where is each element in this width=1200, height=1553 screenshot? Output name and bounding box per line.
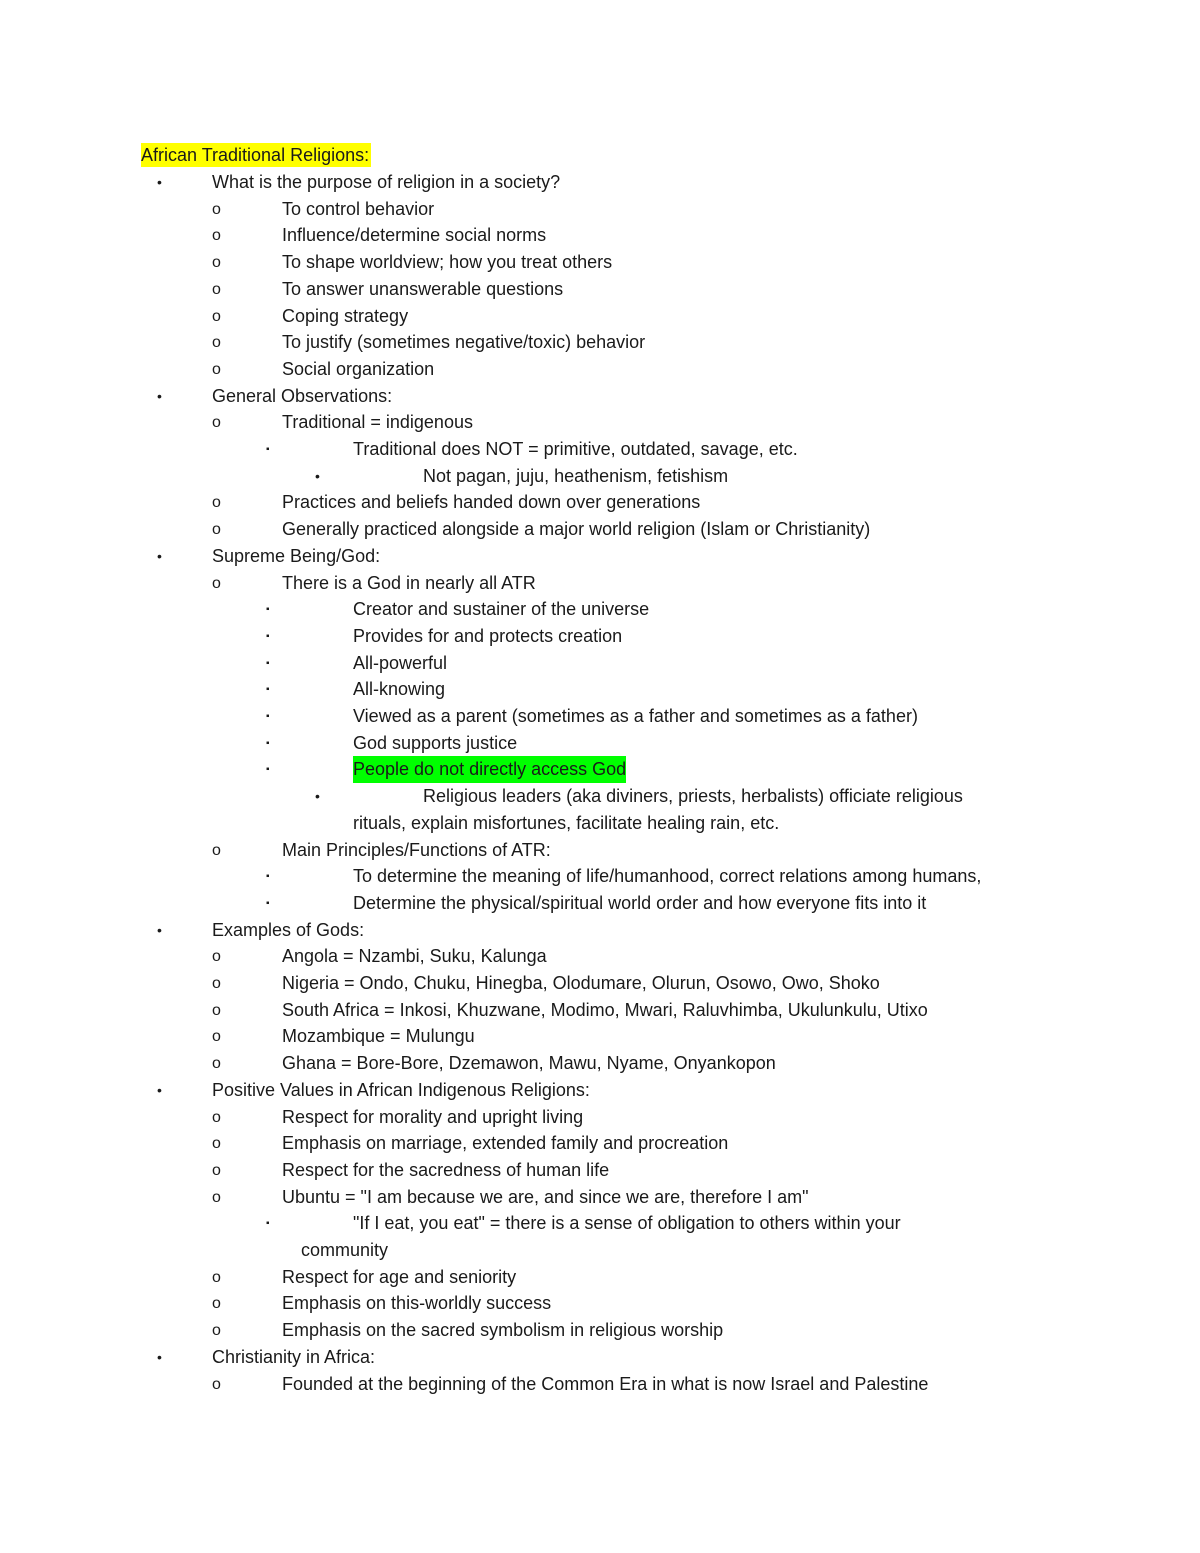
outline-item-level-1 <box>0 543 1200 570</box>
bullet-marker: o <box>212 1161 221 1179</box>
bullet-marker: ▪ <box>266 444 270 455</box>
outline-item-level-2 <box>0 1023 1200 1050</box>
outline-item-level-2 <box>0 489 1200 516</box>
bullet-marker: o <box>212 1055 221 1073</box>
outline-text: Traditional does NOT = primitive, outdated, savage, etc. <box>353 439 798 459</box>
outline-text: Coping strategy <box>282 305 409 326</box>
bullet-marker: ▪ <box>266 764 270 776</box>
outline-item-level-2 <box>0 970 1200 997</box>
outline-text: "If I eat, you eat" = there is a sense of obligation to others within your <box>353 1213 901 1234</box>
outline-text: Angola = Nzambi, Suku, Kalunga <box>282 946 547 967</box>
outline-text: Ubuntu = "I am because we are, and since we are, therefore I am" <box>282 1186 809 1207</box>
bullet-marker: o <box>212 1295 221 1313</box>
outline-item-level-2 <box>0 329 1200 356</box>
outline-text: community <box>301 1240 389 1260</box>
outline-item-level-2 <box>0 1130 1200 1157</box>
outline-text: Determine the physical/spiritual world order and how everyone fits into it <box>353 892 927 913</box>
page-title: African Traditional Religions: <box>141 145 370 165</box>
outline-item-level-1 <box>0 1344 1200 1371</box>
outline-item-level-2 <box>0 409 1200 436</box>
outline-item-level-3 <box>0 650 1200 677</box>
outline-item-level-3 <box>0 890 1200 917</box>
outline-text: What is the purpose of religion in a society? <box>212 172 561 192</box>
outline-item-level-2 <box>0 276 1200 303</box>
outline-text: Emphasis on this-worldly success <box>282 1293 552 1314</box>
outline-text: To justify (sometimes negative/toxic) behavior <box>282 332 646 353</box>
bullet-marker: • <box>157 1081 162 1098</box>
bullet-marker: o <box>212 360 221 378</box>
bullet-marker: ▪ <box>266 897 270 909</box>
outline-text: Emphasis on marriage, extended family and procreation <box>282 1133 729 1154</box>
outline-item-level-2 <box>0 249 1200 276</box>
outline-item-level-2 <box>0 1317 1200 1344</box>
outline-text: Mozambique = Mulungu <box>282 1026 475 1047</box>
outline-text: Creator and sustainer of the universe <box>353 599 650 620</box>
outline-item-level-2 <box>0 516 1200 543</box>
outline-text: Emphasis on the sacred symbolism in religious worship <box>282 1320 724 1341</box>
outline-text: To answer unanswerable questions <box>282 278 564 299</box>
outline-text: Generally practiced alongside a major world religion (Islam or Christianity) <box>282 519 871 540</box>
outline-text: Practices and beliefs handed down over generations <box>282 492 701 513</box>
bullet-marker: o <box>212 280 221 298</box>
bullet-marker: • <box>315 788 320 805</box>
outline-item-level-3 <box>0 1210 1200 1237</box>
outline-text: People do not directly access God <box>353 756 626 783</box>
outline-text: Social organization <box>282 358 435 379</box>
outline-item-level-3 <box>0 756 1200 783</box>
outline-text: Supreme Being/God: <box>212 545 381 566</box>
outline-text: Religious leaders (aka diviners, priests, herbalists) officiate religious <box>423 786 963 807</box>
bullet-marker: o <box>212 254 221 272</box>
bullet-marker: o <box>212 1188 221 1206</box>
outline-item-level-2 <box>0 196 1200 223</box>
bullet-marker: o <box>212 1028 221 1046</box>
bullet-marker: ▪ <box>266 684 270 696</box>
bullet-marker: • <box>157 387 162 404</box>
outline-text: Respect for the sacredness of human life <box>282 1159 610 1180</box>
outline-item-level-2 <box>0 1050 1200 1077</box>
outline-item-level-1 <box>0 1077 1200 1104</box>
outline-text: rituals, explain misfortunes, facilitate healing rain, etc. <box>353 812 780 833</box>
outline-item-level-3 <box>0 596 1200 623</box>
outline-text: Provides for and protects creation <box>353 625 623 646</box>
bullet-marker: o <box>212 414 221 432</box>
outline-text: All-powerful <box>353 652 448 673</box>
outline-text: Christianity in Africa: <box>212 1346 376 1367</box>
outline-item-level-2 <box>0 837 1200 864</box>
outline-item-level-2 <box>0 1184 1200 1211</box>
bullet-marker: o <box>212 1322 221 1340</box>
outline-text: Positive Values in African Indigenous Religions: <box>212 1079 590 1100</box>
outline-item-level-2 <box>0 303 1200 330</box>
outline-text: Founded at the beginning of the Common Era in what is now Israel and Palestine <box>282 1373 929 1394</box>
bullet-marker: • <box>157 921 162 938</box>
outline-item-level-2 <box>0 1371 1200 1398</box>
bullet-marker: o <box>212 975 221 992</box>
outline-item-level-2 <box>0 1264 1200 1291</box>
bullet-marker: ▪ <box>266 1218 270 1230</box>
bullet-marker: o <box>212 841 221 859</box>
bullet-marker: ▪ <box>266 657 270 669</box>
outline-text: God supports justice <box>353 732 518 753</box>
outline-text: Respect for age and seniority <box>282 1266 517 1287</box>
outline-item-level-3 <box>0 676 1200 703</box>
outline-text: To shape worldview; how you treat others <box>282 252 613 273</box>
outline-text: Ghana = Bore-Bore, Dzemawon, Mawu, Nyame, Onyankopon <box>282 1053 776 1074</box>
bullet-marker: ▪ <box>266 604 270 616</box>
outline-item-level-cont <box>0 1237 1200 1264</box>
bullet-marker: o <box>212 334 221 352</box>
bullet-marker: o <box>212 200 221 218</box>
bullet-marker: ▪ <box>266 711 270 722</box>
outline-item-level-1 <box>0 917 1200 944</box>
bullet-marker: • <box>157 547 162 564</box>
bullet-marker: o <box>212 307 221 325</box>
outline-item-level-4 <box>0 783 1200 810</box>
outline-text: Traditional = indigenous <box>282 412 473 433</box>
bullet-marker: ▪ <box>266 630 270 642</box>
outline-item-level-3 <box>0 623 1200 650</box>
outline-text: General Observations: <box>212 385 393 406</box>
outline-item-level-2 <box>0 997 1200 1024</box>
bullet-marker: • <box>315 467 320 484</box>
bullet-marker: o <box>212 1108 221 1126</box>
outline-text: Viewed as a parent (sometimes as a father and sometimes as a father) <box>353 706 918 726</box>
outline-item-level-4 <box>0 463 1200 490</box>
bullet-marker: o <box>212 1268 221 1286</box>
outline-text: There is a God in nearly all ATR <box>282 572 536 593</box>
outline-item-level-2 <box>0 356 1200 383</box>
bullet-marker: o <box>212 948 221 966</box>
bullet-marker: ▪ <box>266 737 270 749</box>
outline-item-level-3 <box>0 863 1200 890</box>
outline-text: Nigeria = Ondo, Chuku, Hinegba, Olodumare, Olurun, Osowo, Owo, Shoko <box>282 973 880 993</box>
bullet-marker: o <box>212 574 221 592</box>
outline-item-level-3 <box>0 730 1200 757</box>
outline-item-level-2 <box>0 1157 1200 1184</box>
bullet-marker: • <box>157 174 162 190</box>
outline-item-level-1 <box>0 383 1200 410</box>
outline-item-level-2 <box>0 1104 1200 1131</box>
outline-text: Respect for morality and upright living <box>282 1106 584 1127</box>
outline-item-level-2 <box>0 222 1200 249</box>
outline-item-level-cont <box>0 810 1200 837</box>
outline-text: Influence/determine social norms <box>282 225 547 246</box>
bullet-marker: o <box>212 494 221 512</box>
outline-item-level-3 <box>0 703 1200 730</box>
bullet-marker: • <box>157 1348 162 1365</box>
bullet-marker: o <box>212 1375 221 1393</box>
outline-text: Main Principles/Functions of ATR: <box>282 839 551 860</box>
outline-item-level-2 <box>0 570 1200 597</box>
outline-text: South Africa = Inkosi, Khuzwane, Modimo, Mwari, Raluvhimba, Ukulunkulu, Utixo <box>282 999 928 1020</box>
bullet-marker: o <box>212 227 221 245</box>
outline-text: Examples of Gods: <box>212 919 365 940</box>
outline-item-level-3 <box>0 436 1200 463</box>
bullet-marker: o <box>212 1001 221 1019</box>
bullet-marker: ▪ <box>266 871 270 883</box>
outline-item-level-2 <box>0 943 1200 970</box>
outline-text: To control behavior <box>282 198 435 219</box>
outline-item-level-2 <box>0 1290 1200 1317</box>
outline-text: All-knowing <box>353 679 446 700</box>
outline-text: Not pagan, juju, heathenism, fetishism <box>423 465 729 486</box>
outline-item-level-1 <box>0 169 1200 196</box>
outline-text: To determine the meaning of life/humanhood, correct relations among humans, <box>353 866 982 887</box>
bullet-marker: o <box>212 521 221 539</box>
bullet-marker: o <box>212 1135 221 1153</box>
